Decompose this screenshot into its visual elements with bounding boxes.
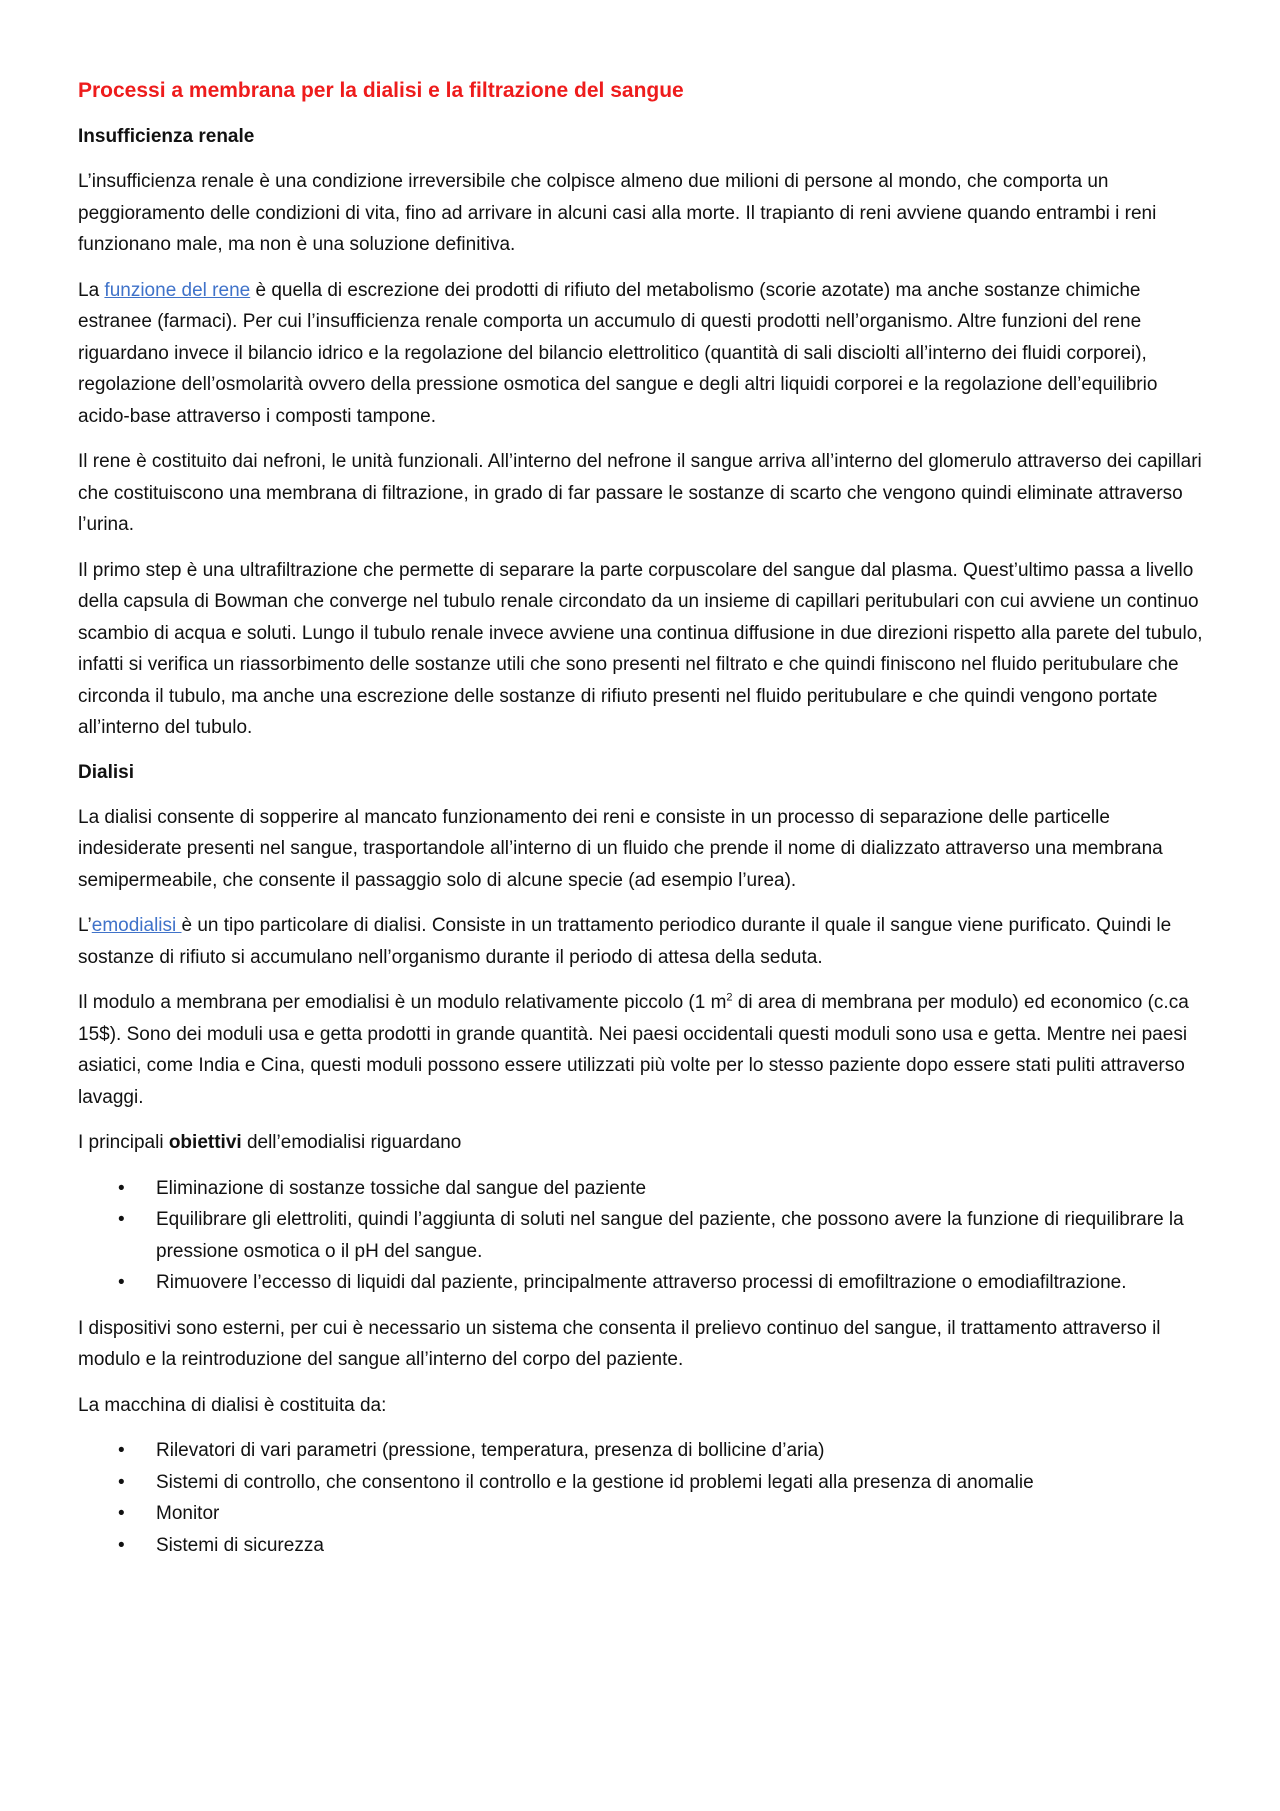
superscript-2: 2 — [726, 991, 733, 1004]
bullet-icon: • — [118, 1440, 125, 1461]
paragraph-obiettivi — [78, 1127, 1213, 1159]
paragraph-text: di area di membrana per modulo) ed economico (c.ca 15$). Sono dei moduli usa e getta prodotti in grande quantità. Nei paesi occidentali questi moduli sono usa e getta. Mentre nei paesi asiatici, come India e Cina, questi moduli possono essere utilizzati più volte per lo stesso paziente dopo essere stati puliti attraverso lavaggi. — [78, 992, 1189, 1108]
heading-insufficienza-renale: Insufficienza renale — [78, 126, 255, 147]
paragraph-dialisi-1: La dialisi consente di sopperire al mancato funzionamento dei reni e consiste in un processo di separazione delle particelle indesiderate presenti nel sangue, trasportandole all’interno di un fluido che prende il nome di dializzato attraverso una membrana semipermeabile, che consente il passaggio solo di alcune specie (ad esempio l’urea). — [78, 806, 1163, 891]
paragraph-text: Il modulo a membrana per emodialisi è un modulo relativamente piccolo (1 m — [78, 992, 727, 1013]
paragraph-funzione-rene — [78, 275, 1213, 433]
paragraph-text: La — [78, 279, 105, 301]
objectives-list — [78, 1173, 1213, 1299]
paragraph-modulo-membrana — [78, 987, 1213, 1113]
list-item — [78, 1467, 1213, 1499]
list-item — [78, 1435, 1213, 1467]
paragraph-text: dell’emodialisi riguardano — [241, 1132, 462, 1153]
paragraph-text: è un tipo particolare di dialisi. Consiste in un trattamento periodico durante il quale il sangue viene purificato. Quindi le sostanze di rifiuto si accumulano nell’organismo durante il periodo di attesa della seduta. — [78, 915, 1172, 968]
bullet-icon: • — [118, 1272, 125, 1293]
paragraph-macchina: La macchina di dialisi è costituita da: — [78, 1394, 387, 1416]
paragraph-text: L’ — [78, 915, 92, 936]
list-item-text: Rimuovere l’eccesso di liquidi dal paziente, principalmente attraverso processi di emofiltrazione o emodiafiltrazione. — [156, 1272, 1127, 1293]
list-item — [78, 1173, 1213, 1205]
list-item-text: Rilevatori di vari parametri (pressione, temperatura, presenza di bollicine d’aria) — [156, 1440, 825, 1461]
list-item — [78, 1530, 1213, 1562]
document-body — [78, 76, 1213, 1575]
list-item-text: Monitor — [156, 1503, 220, 1524]
paragraph-insufficienza-1: L’insufficienza renale è una condizione irreversibile che colpisce almeno due milioni di persone al mondo, che comporta un peggioramento delle condizioni di vita, fino ad arrivare in alcuni casi alla morte. Il trapianto di reni avviene quando entrambi i reni funzionano male, ma non è una soluzione definitiva. — [78, 171, 1157, 255]
list-item-text: Sistemi di sicurezza — [156, 1534, 324, 1556]
paragraph-emodialisi — [78, 910, 1213, 973]
list-item-text: Eliminazione di sostanze tossiche dal sangue del paziente — [156, 1177, 647, 1199]
bullet-icon: • — [118, 1177, 125, 1199]
bold-obiettivi: obiettivi — [168, 1132, 242, 1153]
bullet-icon: • — [118, 1209, 125, 1230]
link-emodialisi[interactable]: emodialisi — [91, 915, 182, 936]
paragraph-text: I principali — [78, 1132, 169, 1153]
list-item — [78, 1204, 1213, 1267]
link-funzione-del-rene[interactable]: funzione del rene — [104, 279, 251, 301]
bullet-icon: • — [118, 1503, 125, 1524]
document-title: Processi a membrana per la dialisi e la filtrazione del sangue — [78, 79, 684, 102]
paragraph-ultrafiltrazione: Il primo step è una ultrafiltrazione che permette di separare la parte corpuscolare del sangue dal plasma. Quest’ultimo passa a livello della capsula di Bowman che converge nel tubulo renale circondato da un insieme di capillari peritubulari con cui avviene un continuo scambio di acqua e soluti. Lungo il tubulo renale invece avviene una continua diffusione in due direzioni rispetto alla parete del tubulo, infatti si verifica un riassorbimento delle sostanze utili che sono presenti nel filtrato e che quindi finiscono nel fluido peritubulare che circonda il tubulo, ma anche una escrezione delle sostanze di rifiuto presenti nel fluido peritubulare e che quindi vengono portate all’interno del tubulo. — [78, 559, 1203, 738]
list-item — [78, 1498, 1213, 1530]
list-item-text: Sistemi di controllo, che consentono il controllo e la gestione id problemi legati alla presenza di anomalie — [156, 1471, 1034, 1493]
list-item — [78, 1267, 1213, 1299]
machine-components-list — [78, 1435, 1213, 1561]
paragraph-text: è quella di escrezione dei prodotti di rifiuto del metabolismo (scorie azotate) ma anche sostanze chimiche estranee (farmaci). Per cui l’insufficienza renale comporta un accumulo di questi prodotti nell’organismo. Altre funzioni del rene riguardano invece il bilancio idrico e la regolazione del bilancio elettrolitico (quantità di sali disciolti all’interno dei fluidi corporei), regolazione dell’osmolarità ovvero della pressione osmotica del sangue e degli altri liquidi corporei e la regolazione dell’equilibrio acido-base attraverso i composti tampone. — [78, 279, 1158, 427]
paragraph-dispositivi: I dispositivi sono esterni, per cui è necessario un sistema che consenta il prelievo continuo del sangue, il trattamento attraverso il modulo e la reintroduzione del sangue all’interno del corpo del paziente. — [78, 1317, 1161, 1370]
bullet-icon: • — [118, 1534, 125, 1556]
paragraph-nefroni: Il rene è costituito dai nefroni, le unità funzionali. All’interno del nefrone il sangue arriva all’interno del glomerulo attraverso dei capillari che costituiscono una membrana di filtrazione, in grado di far passare le sostanze di scarto che vengono quindi eliminate attraverso l’urina. — [78, 451, 1202, 535]
list-item-text: Equilibrare gli elettroliti, quindi l’aggiunta di soluti nel sangue del paziente, che possono avere la funzione di riequilibrare la pressione osmotica o il pH del sangue. — [156, 1209, 1184, 1262]
bullet-icon: • — [118, 1471, 125, 1493]
heading-dialisi: Dialisi — [78, 761, 134, 783]
